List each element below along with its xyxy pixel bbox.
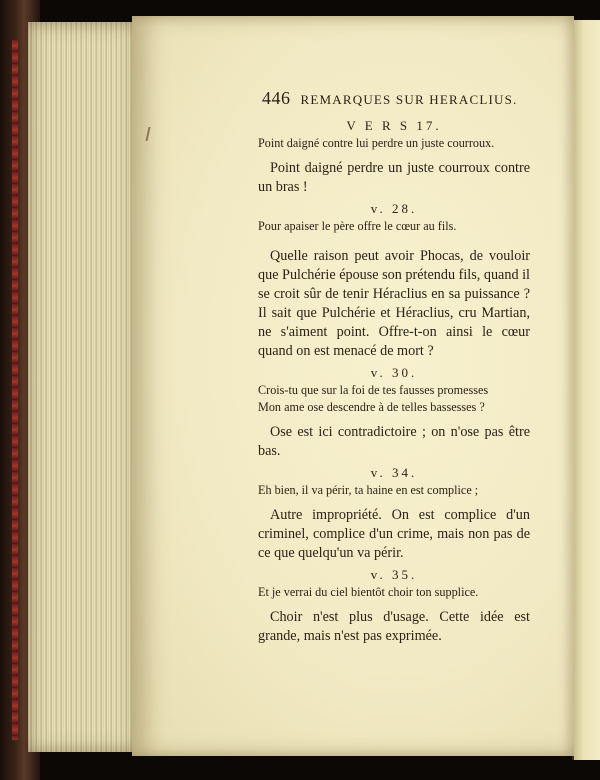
page-header xyxy=(262,88,536,109)
commentary: Choir n'est plus d'usage. Cette idée est grande, mais n'est pas exprimée. xyxy=(258,609,530,644)
page-text xyxy=(258,118,530,650)
verse-number: v. 28. xyxy=(370,201,418,216)
verse-block xyxy=(258,465,530,563)
quoted-line: Mon ame ose descendre à de telles bassesses ? xyxy=(258,400,485,414)
commentary: Point daigné perdre un juste courroux contre un bras ! xyxy=(258,160,530,195)
verse-block xyxy=(258,365,530,461)
page-number: 446 xyxy=(262,88,291,108)
quoted-line: Point daigné contre lui perdre un juste courroux. xyxy=(258,136,495,150)
quoted-line: Crois-tu que sur la foi de tes fausses promesses xyxy=(258,383,489,397)
quoted-line: Pour apaiser le père offre le cœur au fils. xyxy=(258,219,457,233)
commentary: Ose est ici contradictoire ; on n'ose pas être bas. xyxy=(258,424,530,459)
verse-number: v. 30. xyxy=(370,365,418,380)
verse-block xyxy=(258,118,530,197)
commentary: Autre impropriété. On est complice d'un criminel, complice d'un crime, mais non pas de ce que quelqu'un va périr. xyxy=(258,507,530,561)
page-edges xyxy=(28,22,138,752)
quoted-line: Eh bien, il va périr, ta haine en est complice ; xyxy=(258,483,479,497)
verse-number: v. 34. xyxy=(370,465,418,480)
verse-number: V E R S 17. xyxy=(346,118,442,133)
running-head: REMARQUES SUR HERACLIUS. xyxy=(300,92,518,107)
verse-block xyxy=(258,201,530,361)
quoted-line: Et je verrai du ciel bientôt choir ton supplice. xyxy=(258,585,479,599)
verse-number: v. 35. xyxy=(370,567,418,582)
facing-page-edge xyxy=(572,20,600,760)
commentary: Quelle raison peut avoir Phocas, de vouloir que Pulchérie épouse son prétendu fils, quand il se croit sûr de tenir Héraclius en sa puissance ? Il sait que Pulchérie et Héraclius, cru Martian, ne s'aiment point. Offre-t-on ainsi le cœur quand on est menacé de mort ? xyxy=(258,248,530,359)
verse-block xyxy=(258,567,530,646)
